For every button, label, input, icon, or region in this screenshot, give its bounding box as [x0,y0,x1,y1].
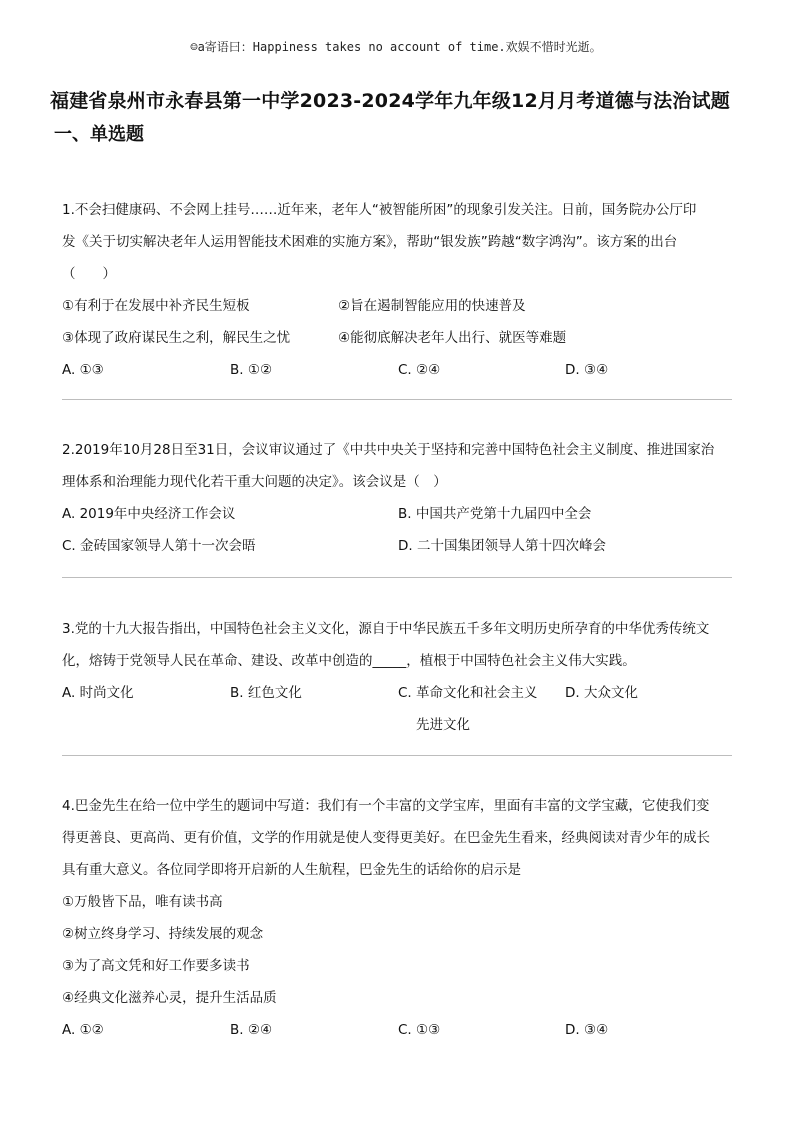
option-b[interactable]: B. 中国共产党第十九届四中全会 [398,506,592,522]
question-2 [62,434,732,562]
question-1-statements-row-2 [62,322,732,354]
statement-2: ②树立终身学习、持续发展的观念 [62,926,264,942]
question-4-options [62,1014,732,1046]
option-c-continued: 先进文化 [416,717,470,733]
option-a[interactable]: A. ①② [62,1022,104,1038]
page-header-quote: ☺a寄语曰：Happiness takes no account of time.欢娱不惜时光逝。 [190,40,602,54]
option-c[interactable]: C. ①③ [398,1022,441,1038]
question-2-options-row-2 [62,530,732,562]
question-1-statements-row-1 [62,290,732,322]
question-1-stem-line-3: （ ） [62,266,116,282]
option-d[interactable]: D. 大众文化 [565,685,638,701]
question-divider [62,755,732,756]
question-4-stem-line-1: 4.巴金先生在给一位中学生的题词中写道：我们有一个丰富的文学宝库，里面有丰富的文学宝藏，它使我们变 [62,798,710,814]
statement-4: ④经典文化滋养心灵，提升生活品质 [62,990,277,1006]
question-3-stem-line-2: 化，熔铸于党领导人民在革命、建设、改革中创造的_____，植根于中国特色社会主义伟大实践。 [62,653,636,669]
option-a[interactable]: A. ①③ [62,362,104,378]
statement-2: ②旨在遏制智能应用的快速普及 [338,298,526,314]
option-c[interactable]: C. ②④ [398,362,441,378]
question-1 [62,194,732,386]
question-4 [62,790,732,1046]
question-3-options-continued [62,709,732,741]
exam-title: 福建省泉州市永春县第一中学2023-2024学年九年级12月月考道德与法治试题 [50,90,730,112]
question-3 [62,613,732,741]
question-2-options-row-1 [62,498,732,530]
option-a[interactable]: A. 时尚文化 [62,685,134,701]
statement-4: ④能彻底解决老年人出行、就医等难题 [338,330,567,346]
option-c[interactable]: C. 金砖国家领导人第十一次会晤 [62,538,256,554]
option-a[interactable]: A. 2019年中央经济工作会议 [62,506,236,522]
question-1-stem-line-2: 发《关于切实解决老年人运用智能技术困难的实施方案》，帮助“银发族”跨越“数字鸿沟”。该方案的出台 [62,234,678,250]
option-b[interactable]: B. ②④ [230,1022,273,1038]
option-d[interactable]: D. ③④ [565,362,609,378]
option-b[interactable]: B. ①② [230,362,273,378]
question-1-stem-line-1: 1.不会扫健康码、不会网上挂号……近年来，老年人“被智能所困”的现象引发关注。日前，国务院办公厅印 [62,202,697,218]
question-3-options [62,677,732,709]
question-3-stem-line-1: 3.党的十九大报告指出，中国特色社会主义文化，源自于中华民族五千多年文明历史所孕育的中华优秀传统文 [62,621,710,637]
statement-3: ③为了高文凭和好工作要多读书 [62,958,250,974]
option-d[interactable]: D. 二十国集团领导人第十四次峰会 [398,538,606,554]
option-d[interactable]: D. ③④ [565,1022,609,1038]
question-1-options [62,354,732,386]
question-divider [62,577,732,578]
option-c[interactable]: C. 革命文化和社会主义 [398,685,538,701]
question-4-stem-line-2: 得更善良、更高尚、更有价值，文学的作用就是使人变得更美好。在巴金先生看来，经典阅读对青少年的成长 [62,830,710,846]
statement-3: ③体现了政府谋民生之利，解民生之忧 [62,330,291,346]
question-divider [62,399,732,400]
question-4-stem-line-3: 具有重大意义。各位同学即将开启新的人生航程，巴金先生的话给你的启示是 [62,862,521,878]
question-2-stem-line-2: 理体系和治理能力现代化若干重大问题的决定》。该会议是（ ） [62,474,447,490]
statement-1: ①有利于在发展中补齐民生短板 [62,298,250,314]
section-heading: 一、单选题 [54,124,144,145]
statement-1: ①万般皆下品，唯有读书高 [62,894,223,910]
option-b[interactable]: B. 红色文化 [230,685,302,701]
question-2-stem-line-1: 2.2019年10月28日至31日，会议审议通过了《中共中央关于坚持和完善中国特色社会主义制度、推进国家治 [62,442,715,458]
